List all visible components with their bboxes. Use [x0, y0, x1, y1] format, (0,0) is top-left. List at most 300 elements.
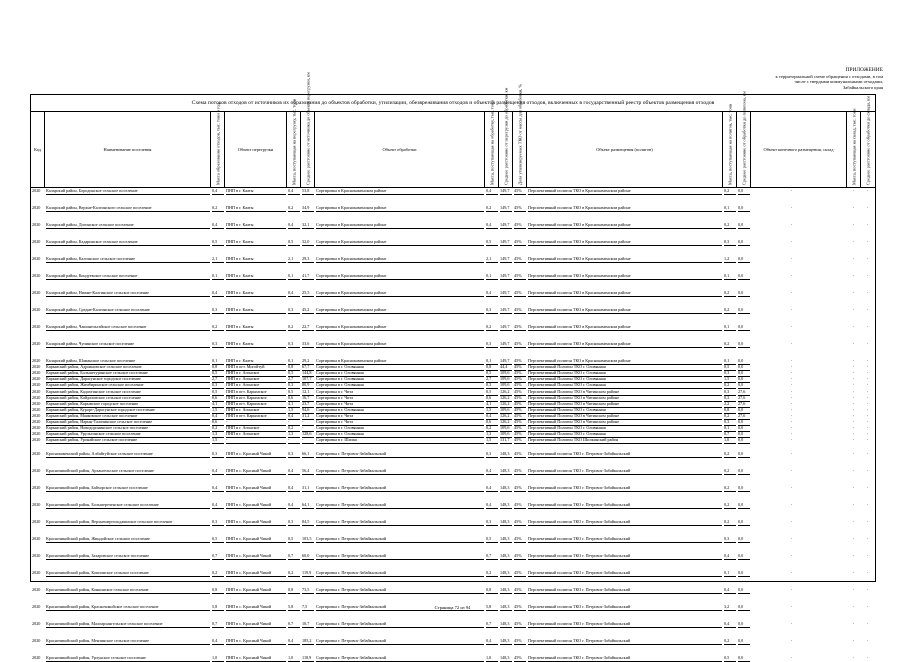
cell-dpm: 0,7	[724, 431, 730, 437]
underline	[724, 474, 736, 475]
underline	[288, 627, 300, 628]
underline	[288, 211, 300, 212]
underline	[486, 576, 498, 577]
cell-dp: Перспективный полигон ТКО г. Петровск-Забайкальский	[528, 536, 631, 542]
table-row	[31, 468, 875, 475]
cell-prm: 0,3	[486, 382, 492, 388]
underline	[212, 296, 224, 297]
cell-mass: 0,4	[212, 502, 218, 508]
cell-trd: 66,1	[302, 451, 310, 457]
cell-prd: 148,3	[500, 655, 510, 661]
empty-mark: -	[853, 394, 855, 400]
empty-mark: -	[867, 388, 869, 394]
underline	[302, 262, 314, 263]
cell-dpd: 0,0	[738, 406, 744, 412]
cell-dp: Перспективный полигон ТКО в Краснокаменском районе	[528, 222, 631, 227]
cell-prm: 0,2	[486, 570, 492, 576]
underline	[486, 194, 498, 195]
underline	[528, 279, 722, 280]
underline	[212, 525, 224, 526]
underline	[500, 525, 512, 526]
cell-dp: Перспективный Полигон ТКО г. Оловянная	[528, 406, 606, 412]
page-number: Страница 72 из 94	[434, 605, 471, 610]
cell-mass: 0,4	[212, 290, 218, 295]
empty-mark: -	[791, 412, 793, 418]
empty-mark: -	[867, 604, 869, 610]
cell-trm: 0,8	[288, 364, 294, 370]
cell-dpm: 0,2	[724, 485, 730, 491]
cell-pr: Сортировка в г. Оловянная	[316, 382, 364, 388]
underline	[738, 525, 750, 526]
table-row	[31, 437, 875, 444]
cell-pr: Сортировка г. Петровск-Забайкальский	[316, 587, 386, 593]
empty-mark: -	[853, 587, 855, 593]
cell-trd: -	[302, 437, 304, 443]
cell-trd: 67,7	[302, 364, 310, 370]
underline	[738, 559, 750, 560]
cell-dpm: 1,0	[724, 437, 730, 443]
cell-mass: 0,4	[212, 485, 218, 491]
empty-mark: -	[853, 536, 855, 542]
underline	[500, 262, 512, 263]
underline	[212, 491, 224, 492]
cell-trm: 0,4	[288, 290, 294, 295]
empty-mark: -	[853, 431, 855, 437]
header-processing: Объект обработки	[315, 111, 485, 187]
cell-prd: 149,7	[500, 188, 510, 193]
cell-name: Карымский район, Дарасунское городское поселение	[46, 376, 141, 382]
cell-prm: 1,5	[486, 406, 492, 412]
underline	[528, 313, 722, 314]
underline	[738, 576, 750, 577]
table-row	[31, 451, 875, 458]
underline	[724, 296, 736, 297]
cell-dpm: 0,2	[724, 412, 730, 418]
cell-dpd: 0,0	[738, 655, 744, 661]
cell-name: Красночикойский район, Мензинское сельское поселение	[46, 638, 150, 644]
underline	[316, 279, 484, 280]
cell-prd: 109,6	[500, 376, 510, 382]
cell-trd: 12,1	[302, 388, 310, 394]
underline	[46, 644, 210, 645]
underline	[528, 559, 722, 560]
table-row	[31, 239, 875, 246]
cell-pct: 45%	[514, 655, 522, 661]
underline	[212, 262, 224, 263]
cell-prd: 148,3	[500, 451, 510, 457]
cell-mass: 0,3	[212, 451, 218, 457]
underline	[500, 576, 512, 577]
cell-code: 2020	[32, 553, 41, 559]
cell-pr: Сортировка в Краснокаменском районе	[316, 324, 387, 329]
underline	[302, 593, 314, 594]
underline	[316, 644, 484, 645]
cell-name: Красночикойский район, Верхнешергольджинское сельское поселение	[46, 519, 173, 525]
empty-mark: -	[867, 382, 869, 388]
cell-trm: 0,4	[288, 485, 294, 491]
empty-mark: -	[853, 451, 855, 457]
cell-trm: 0,5	[288, 388, 294, 394]
cell-pct: 45%	[514, 406, 522, 412]
cell-prd: 148,3	[500, 553, 510, 559]
cell-prm: 0,3	[486, 519, 492, 525]
empty-mark: -	[791, 451, 793, 457]
cell-tr: ПНП в с. Красный Чикой	[226, 638, 272, 644]
cell-pct: 45%	[514, 376, 522, 382]
cell-mass: 2,7	[212, 376, 218, 382]
table-row	[31, 621, 875, 628]
cell-trd: 144,8	[302, 370, 312, 376]
cell-prd: 149,7	[500, 256, 510, 261]
cell-name: Каларский район, Шаманское сельское поселение	[46, 358, 136, 363]
cell-prm: 2,7	[486, 376, 492, 382]
cell-prm: 0,2	[486, 324, 492, 329]
cell-mass: 0,4	[212, 412, 218, 418]
underline	[486, 627, 498, 628]
cell-dpm: 0,4	[724, 553, 730, 559]
cell-dp: Перспективный полигон ТКО г. Петровск-Забайкальский	[528, 655, 631, 661]
empty-mark: -	[867, 394, 869, 400]
cell-tr: ПНП в с. Красный Чикой	[226, 587, 272, 593]
cell-trd: 7,5	[302, 604, 308, 610]
cell-prd: 149,7	[500, 222, 510, 227]
cell-name: Карымский район, Маяковское сельское поселение	[46, 412, 138, 418]
cell-tr: ПНП в с. Красный Чикой	[226, 519, 272, 525]
table-row	[31, 553, 875, 560]
empty-mark: -	[791, 239, 793, 244]
underline	[528, 296, 722, 297]
underline	[212, 194, 224, 195]
cell-pct: 45%	[514, 205, 522, 210]
cell-dpd: 0,0	[738, 431, 744, 437]
cell-prd: 109,6	[500, 431, 510, 437]
empty-mark: -	[853, 239, 855, 244]
underline	[302, 347, 314, 348]
cell-name: Красночикойский район, Малоархангельское сельское поселение	[46, 621, 163, 627]
underline	[46, 457, 210, 458]
empty-mark: -	[867, 485, 869, 491]
underline	[316, 559, 484, 560]
cell-code: 2020	[32, 638, 41, 644]
cell-code: 2020	[32, 485, 41, 491]
underline	[288, 194, 300, 195]
underline	[724, 593, 736, 594]
cell-mass: 0,2	[212, 205, 218, 210]
cell-trm: 1,0	[288, 655, 294, 661]
underline	[288, 330, 300, 331]
underline	[500, 296, 512, 297]
cell-pr: Сортировка г. Петровск-Забайкальский	[316, 638, 386, 644]
cell-tr: ПНП в с. Красный Чикой	[226, 536, 272, 542]
empty-mark: -	[853, 468, 855, 474]
underline	[514, 627, 526, 628]
empty-mark: -	[867, 425, 869, 431]
underline	[46, 491, 210, 492]
cell-name: Карымский район, Карымское городское поселение	[46, 400, 139, 406]
underline	[302, 194, 314, 195]
cell-tr: ПНП в г. Кааты	[226, 239, 254, 244]
cell-dpd: 0,0	[738, 188, 744, 193]
cell-pr: Сортировка в г. Шилка	[316, 437, 357, 443]
underline	[738, 457, 750, 458]
underline	[316, 194, 484, 195]
cell-dp: Перспективный Полигон ТКО в Читинском районе	[528, 419, 620, 424]
cell-dp: Перспективный Полигон ТКО г. Оловянная	[528, 364, 606, 370]
underline	[288, 262, 300, 263]
underline	[528, 262, 722, 263]
cell-dpd: 0,0	[738, 536, 744, 542]
cell-mass: 0,8	[212, 364, 218, 370]
underline	[226, 542, 286, 543]
underline	[316, 211, 484, 212]
underline	[46, 559, 210, 560]
cell-tr: ПНП в г. Агинское	[226, 382, 260, 388]
underline	[288, 508, 300, 509]
underline	[724, 245, 736, 246]
underline	[226, 313, 286, 314]
underline	[514, 228, 526, 229]
cell-prm: 0,6	[486, 419, 492, 424]
underline	[514, 347, 526, 348]
cell-pr: Сортировка г. Петровск-Забайкальский	[316, 468, 386, 474]
cell-trd: 25,5	[302, 290, 310, 295]
cell-pr: Сортировка г. Петровск-Забайкальский	[316, 621, 386, 627]
cell-name: Каларский район, Калганское сельское поселение	[46, 256, 135, 261]
underline	[738, 474, 750, 475]
cell-dp: Перспективный Полигон ТКО в Читинском районе	[528, 400, 620, 406]
cell-dpd: 27,6	[738, 394, 746, 400]
underline	[212, 279, 224, 280]
underline	[226, 644, 286, 645]
empty-mark: -	[791, 604, 793, 610]
underline	[724, 313, 736, 314]
empty-mark: -	[853, 604, 855, 610]
cell-mass: 0,4	[212, 188, 218, 193]
cell-prm: 0,5	[486, 388, 492, 394]
underline	[316, 245, 484, 246]
underline	[738, 593, 750, 594]
cell-trd: 128,6	[302, 431, 312, 437]
cell-mass: 0,2	[212, 425, 218, 431]
empty-mark: -	[791, 570, 793, 576]
underline	[486, 542, 498, 543]
cell-prd: 148,3	[500, 587, 510, 593]
cell-mass: 0,3	[212, 307, 218, 312]
empty-mark: -	[791, 425, 793, 431]
cell-name: Красночикойский район, Байхорское сельское поселение	[46, 485, 148, 491]
cell-dpd: 0,0	[738, 468, 744, 474]
cell-pr: Сортировка г. Петровск-Забайкальский	[316, 570, 386, 576]
cell-pct: 45%	[514, 587, 522, 593]
empty-mark: -	[791, 364, 793, 370]
underline	[226, 262, 286, 263]
cell-dpd: 0,0	[738, 570, 744, 576]
cell-prm: 0,2	[486, 205, 492, 210]
cell-code: 2020	[32, 188, 41, 193]
empty-mark: -	[867, 451, 869, 457]
cell-trd: 94,6	[302, 406, 310, 412]
cell-prm: 0,4	[486, 638, 492, 644]
cell-trm: 0,4	[288, 412, 294, 418]
cell-trd: 34,9	[302, 205, 310, 210]
cell-dp: Перспективный полигон ТКО г. Петровск-Забайкальский	[528, 587, 631, 593]
cell-trm: 0,1	[288, 358, 294, 363]
underline	[316, 610, 484, 611]
cell-prd: 149,7	[500, 307, 510, 312]
underline	[288, 245, 300, 246]
cell-pr: Сортировка в Краснокаменском районе	[316, 256, 387, 261]
underline	[212, 211, 224, 212]
empty-mark: -	[853, 307, 855, 312]
cell-prd: 148,3	[500, 468, 510, 474]
cell-pct: 45%	[514, 468, 522, 474]
cell-dpm: 0,5	[724, 364, 730, 370]
cell-trm: 5,8	[288, 604, 294, 610]
underline	[486, 559, 498, 560]
empty-mark: -	[867, 290, 869, 295]
underline	[316, 228, 484, 229]
cell-prd: 149,7	[500, 341, 510, 346]
underline	[514, 525, 526, 526]
cell-dpm: 0,2	[724, 382, 730, 388]
underline	[514, 443, 526, 444]
cell-name: Красночикойский район, Красночикойское сельское поселение	[46, 604, 159, 610]
cell-dpm: 0,2	[724, 451, 730, 457]
cell-tr: ПНП в г. Кааты	[226, 358, 254, 363]
cell-trm: 2,7	[288, 376, 294, 382]
cell-name: Каларский район, Кондуевское сельское поселение	[46, 273, 138, 278]
cell-code: 2020	[32, 425, 41, 431]
cell-trm: 0,1	[288, 273, 294, 278]
underline	[316, 508, 484, 509]
empty-mark: -	[853, 437, 855, 443]
empty-mark: -	[867, 502, 869, 508]
underline	[302, 576, 314, 577]
underline	[738, 347, 750, 348]
empty-mark: -	[867, 324, 869, 329]
cell-prd: 109,6	[500, 406, 510, 412]
cell-tr: ПНП в г. Кааты	[226, 222, 254, 227]
underline	[528, 245, 722, 246]
cell-tr: ПНП в пгт. Карымское	[226, 394, 267, 400]
underline	[288, 525, 300, 526]
underline	[226, 228, 286, 229]
empty-mark: -	[853, 364, 855, 370]
empty-mark: -	[791, 307, 793, 312]
cell-pct: 45%	[514, 239, 522, 244]
cell-prd: 149,7	[500, 324, 510, 329]
cell-prd: 148,3	[500, 519, 510, 525]
table-row	[31, 324, 875, 331]
underline	[724, 508, 736, 509]
cell-tr: -	[226, 437, 228, 443]
cell-code: 2020	[32, 290, 41, 295]
empty-mark: -	[791, 536, 793, 542]
cell-dpd: 0,0	[738, 364, 744, 370]
cell-dpm: 0,2	[724, 638, 730, 644]
appendix-line-1: к территориальной схеме обращения с отходами, в том	[775, 73, 883, 79]
underline	[500, 542, 512, 543]
cell-name: Каларский район, Нижне-Калгинское сельское поселение	[46, 290, 150, 295]
cell-prm: 0,5	[486, 536, 492, 542]
underline	[226, 593, 286, 594]
cell-dpd: 0,0	[738, 324, 744, 329]
underline	[288, 347, 300, 348]
table-row	[31, 570, 875, 577]
cell-pct: 45%	[514, 570, 522, 576]
table-row	[31, 205, 875, 212]
empty-mark: -	[791, 519, 793, 525]
cell-mass: 0,4	[212, 638, 218, 644]
cell-dpm: 0,1	[724, 273, 730, 278]
header-transfer: Объект перегрузки	[225, 111, 287, 187]
cell-name: Каларский район, Чашинельгайское сельское поселение	[46, 324, 147, 329]
underline	[528, 542, 722, 543]
underline	[212, 347, 224, 348]
underline	[724, 228, 736, 229]
cell-trd: 22,7	[302, 324, 310, 329]
cell-prm: 0,8	[486, 587, 492, 593]
cell-name: Красночикойский район, Архангельское сельское поселение	[46, 468, 154, 474]
cell-prm: 0,4	[486, 412, 492, 418]
empty-mark: -	[791, 376, 793, 382]
underline	[302, 313, 314, 314]
cell-prd: 126,2	[500, 419, 510, 424]
cell-trm: 0,2	[288, 425, 294, 431]
cell-trd: 64,1	[302, 502, 310, 508]
underline	[226, 627, 286, 628]
underline	[212, 245, 224, 246]
underline	[514, 474, 526, 475]
cell-mass: 0,2	[212, 324, 218, 329]
cell-pr: Сортировка г. Петровск-Забайкальский	[316, 655, 386, 661]
cell-trd: -	[302, 425, 304, 431]
cell-tr: ПНП в г. Агинское	[226, 431, 260, 437]
empty-mark: -	[853, 188, 855, 193]
header-mass: Масса образования отходов, тыс. тонн в год	[211, 111, 225, 187]
underline	[302, 279, 314, 280]
underline	[288, 610, 300, 611]
cell-pr: Сортировка г. Петровск-Забайкальский	[316, 502, 386, 508]
table-row	[31, 222, 875, 229]
cell-dpd: 0,0	[738, 273, 744, 278]
cell-code: 2020	[32, 307, 41, 312]
cell-pct: 45%	[514, 290, 522, 295]
underline	[738, 313, 750, 314]
underline	[500, 279, 512, 280]
cell-dpm: 0,1	[724, 425, 730, 431]
empty-mark: -	[853, 553, 855, 559]
underline	[724, 610, 736, 611]
underline	[486, 610, 498, 611]
cell-tr: ПНП в г. Кааты	[226, 324, 254, 329]
cell-tr: ПНП в с. Красный Чикой	[226, 485, 272, 491]
cell-mass: 0,5	[212, 239, 218, 244]
underline	[226, 559, 286, 560]
cell-mass: 0,7	[212, 553, 218, 559]
cell-prm: 4,1	[486, 400, 492, 406]
header-util-pct: Доля утилизируемых ТКО от массы для обработки, %	[513, 111, 527, 187]
underline	[500, 194, 512, 195]
underline	[724, 491, 736, 492]
cell-dp: Перспективный Полигон ТКО в Читинском районе	[528, 394, 620, 400]
cell-code: 2020	[32, 205, 41, 210]
cell-code: 2020	[32, 451, 41, 457]
empty-mark: -	[791, 290, 793, 295]
cell-tr: ПНП в с. Красный Чикой	[226, 604, 272, 610]
underline	[514, 644, 526, 645]
empty-mark: -	[853, 205, 855, 210]
